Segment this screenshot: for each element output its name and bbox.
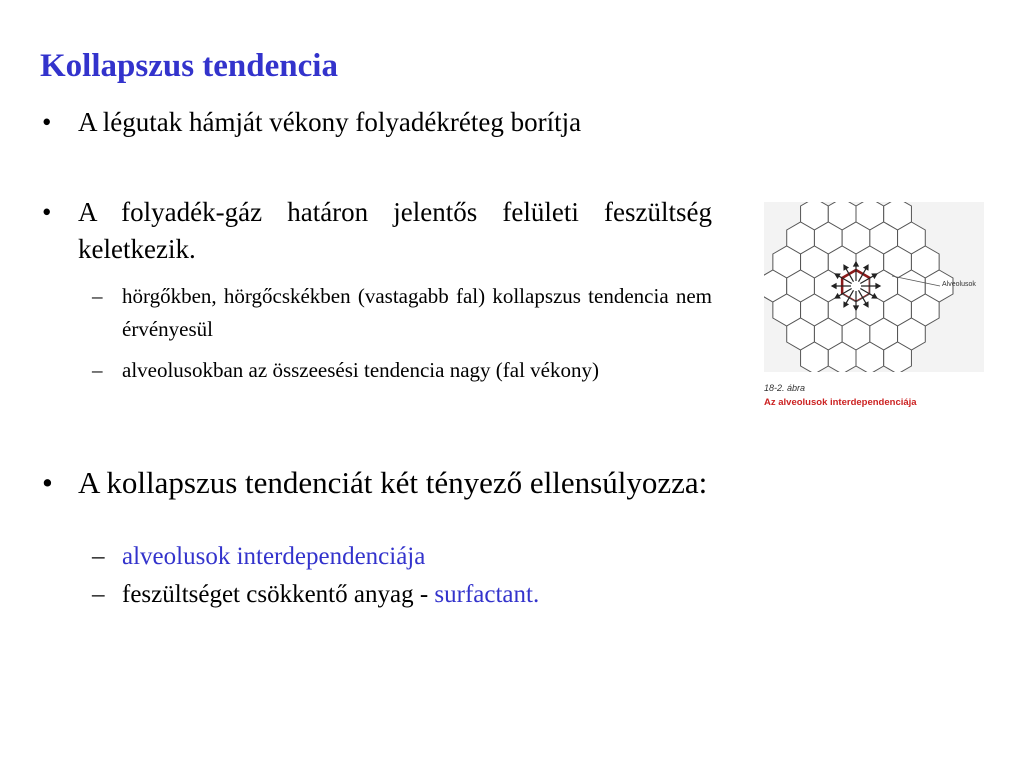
bullet-item: [42, 194, 712, 268]
bullet-marker: •: [42, 107, 52, 137]
bullet-item: [42, 465, 712, 500]
alveolus-label: Alveolusok: [942, 281, 976, 288]
sub-bullet-text: alveolusok interdependenciája: [122, 543, 426, 570]
honeycomb-cells: [764, 202, 953, 372]
dash-marker: –: [92, 358, 103, 382]
bullet-item: [42, 104, 712, 141]
sub-bullet-item: [92, 540, 712, 573]
surfactant-highlight: surfactant.: [434, 581, 540, 608]
bullet-text: A folyadék-gáz határon jelentős felületi feszültség keletkezik.: [78, 197, 712, 264]
alveoli-honeycomb-diagram: [764, 202, 984, 372]
bullet-text: A kollapszus tendenciát két tényező ellensúlyozza:: [78, 465, 708, 500]
slide-title: Kollapszus tendencia: [40, 48, 338, 84]
sub-bullet-text: alveolusokban az összeesési tendencia nagy (fal vékony): [122, 358, 599, 382]
bullet-marker: •: [42, 465, 53, 500]
sub-bullet-text-plain: feszültséget csökkentő anyag -: [122, 581, 435, 608]
figure-caption: Az alveolusok interdependenciája: [764, 397, 917, 408]
bullet-marker: •: [42, 197, 52, 227]
dash-marker: –: [92, 581, 105, 608]
sub-bullet-item: [92, 280, 712, 346]
sub-bullet-item: [92, 354, 712, 387]
figure-number: 18-2. ábra: [764, 383, 806, 393]
bullet-text: A légutak hámját vékony folyadékréteg borítja: [78, 107, 582, 137]
sub-bullet-item: [92, 578, 712, 611]
alveoli-figure: [764, 202, 984, 372]
dash-marker: –: [92, 543, 105, 570]
sub-bullet-text: [122, 578, 712, 611]
dash-marker: –: [92, 284, 103, 308]
sub-bullet-text: hörgőkben, hörgőcskékben (vastagabb fal) kollapszus tendencia nem érvényesül: [122, 284, 712, 341]
